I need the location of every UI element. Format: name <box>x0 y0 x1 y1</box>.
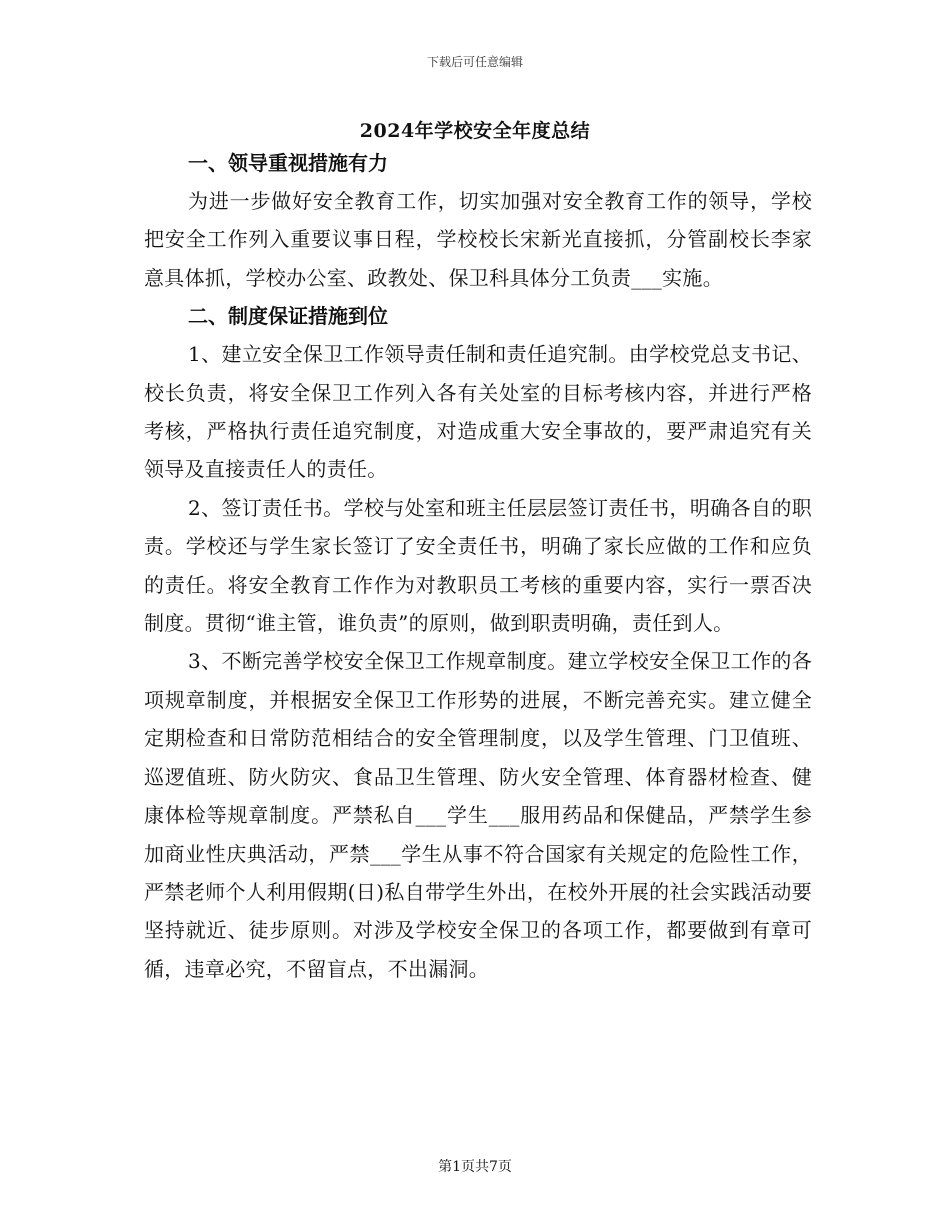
paragraph-regulations: 3、不断完善学校安全保卫工作规章制度。建立学校安全保卫工作的各项规章制度，并根据安全保卫工作形势的进展，不断完善充实。建立健全定期检查和日常防范相结合的安全管理制度，以及学生管理、门卫值班、巡逻值班、防火防灾、食品卫生管理、防火安全管理、体育器材检查、健康体检等规章制度。严禁私自___学生___服用药品和保健品，严禁学生参加商业性庆典活动，严禁___学生从事不符合国家有关规定的危险性工作，严禁老师个人利用假期(日)私自带学生外出，在校外开展的社会实践活动要坚持就近、徒步原则。对涉及学校安全保卫的各项工作，都要做到有章可循，违章必究，不留盲点，不出漏洞。 <box>144 649 812 981</box>
paragraph-leadership: 为进一步做好安全教育工作，切实加强对安全教育工作的领导，学校把安全工作列入重要议事日程，学校校长宋新光直接抓，分管副校长李家意具体抓，学校办公室、政教处、保卫科具体分工负责___实施。 <box>144 189 812 290</box>
document-body <box>144 144 812 988</box>
document-title: 2024年学校安全年度总结 <box>359 120 591 142</box>
download-note: 下载后可任意编辑 <box>426 55 523 69</box>
paragraph-responsibility-system: 1、建立安全保卫工作领导责任制和责任追究制。由学校党总支书记、校长负责，将安全保卫工作列入各有关处室的目标考核内容，并进行严格考核，严格执行责任追究制度，对造成重大安全事故的，要严肃追究有关领导及直接责任人的责任。 <box>144 342 812 482</box>
section-heading-system: 二、制度保证措施到位 <box>188 304 388 329</box>
paragraph-responsibility-letter: 2、签订责任书。学校与处室和班主任层层签订责任书，明确各自的职责。学校还与学生家长签订了安全责任书，明确了家长应做的工作和应负的责任。将安全教育工作作为对教职员工考核的重要内容，实行一票否决制度。贯彻“谁主管，谁负责”的原则，做到职责明确，责任到人。 <box>144 495 812 636</box>
section-heading-leadership: 一、领导重视措施有力 <box>188 151 388 175</box>
page-number: 第1页共7页 <box>438 1159 512 1175</box>
